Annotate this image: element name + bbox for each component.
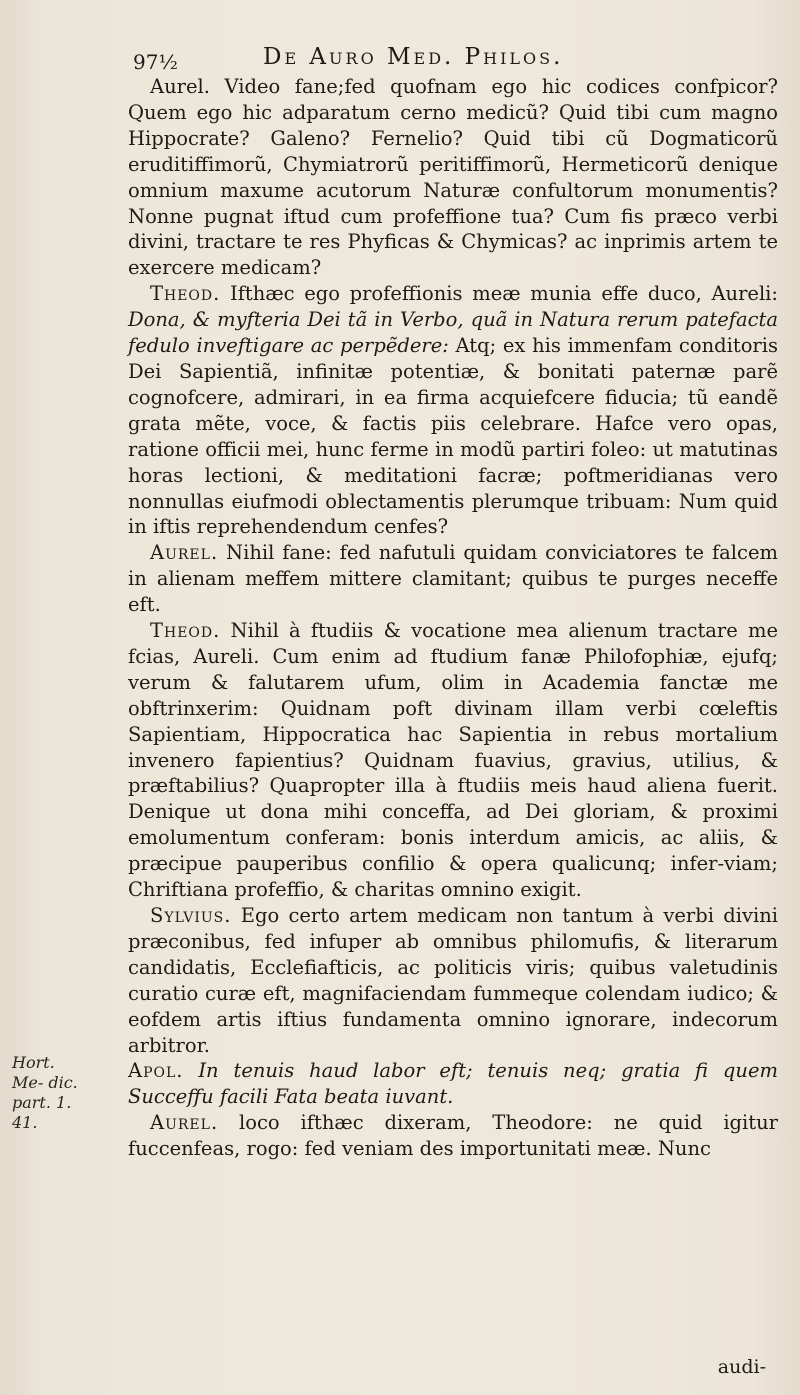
paragraph-text: Aurel. Video fane;fed quofnam ego hic codices confpicor? Quem ego hic adparatum cerno medicũ? Quid tibi cum magno Hippocrate? Galeno? Fernelio? Quid tibi cũ Dogmaticorũ eruditiffimorũ, Chymiatrorũ peritiffimorũ, Hermeticorũ denique omnium maxume acutorum Naturæ confultorum monumentis? Nonne pugnat iftud cum profeffione tua? Cum fis præco verbi divini, tractare te res Phyficas & Chymicas? ac inprimis artem te exercere medicam?	[128, 75, 778, 280]
paragraph-text: Atq; ex his immenfam conditoris Dei Sapientiã, infinitæ potentiæ, & bonitati paternæ parẽ cognofcere, admirari, in ea firma acquiefcere fiducia; tũ eandẽ grata mẽte, voce, & factis piis celebrare. Hafce vero opas, ratione officii mei, hunc ferme in modũ partiri foleo: ut matutinas horas lectioni, & meditationi facræ; poftmeridianas vero nonnullas eiufmodi oblectamentis plerumque tribuam: Num quid in iftis reprehendendum cenfes?	[128, 334, 778, 539]
italic-quote: In tenuis haud labor eft; tenuis neq; gratia fi quem Succeffu facili Fata beata iuvant.	[128, 1059, 778, 1109]
speaker-name: Aurel.	[150, 541, 219, 565]
speaker-name: Sylvius.	[150, 904, 232, 927]
speaker-name: Aurel.	[150, 1111, 219, 1135]
page-number: 97½	[133, 50, 178, 74]
speaker-name: Theod.	[150, 619, 221, 643]
running-title: De Auro Med. Philos.	[263, 44, 564, 70]
margin-note: Hort. Me- dic. part. 1. 41.	[12, 1053, 78, 1132]
catchword: audi-	[717, 1356, 766, 1378]
paragraph	[128, 540, 778, 618]
paragraph-text: loco ifthæc dixeram, Theodore: ne quid igitur fuccenfeas, rogo: fed veniam des importunitati meæ. Nunc	[128, 1111, 778, 1161]
paragraph-text: Ego certo artem medicam non tantum à verbi divini præconibus, fed infuper ab omnibus philomufis, & literarum candidatis, Ecclefiafticis, ac politicis viris; quibus valetudinis curatio curæ eft, magnifaciendam fummeque colendam iudico; & eofdem artis iftius fundamenta omnino ignorare, indecorum arbitror.	[128, 904, 778, 1057]
paragraph	[128, 1058, 778, 1110]
body-text	[128, 74, 778, 1162]
paragraph-text: Ifthæc ego profeffionis meæ munia effe duco, Aureli:	[230, 282, 778, 306]
speaker-name: Apol.	[128, 1059, 184, 1083]
paragraph	[128, 618, 778, 903]
paragraph	[128, 1110, 778, 1162]
paragraph-text: Nihil à ftudiis & vocatione mea alienum tractare me fcias, Aureli. Cum enim ad ftudium fanæ Philofophiæ, ejufq; verum & falutarem ufum, olim in Academia fanctæ me obftrinxerim: Quidnam poft divinam illam verbi cœleftis Sapientiam, Hippocratica hac Sapientia in rebus mortalium invenero fapientius? Quidnam fuavius, gravius, utilius, & præftabilius? Quapropter illa à ftudiis meis haud aliena fuerit. Denique ut dona mihi conceffa, ad Dei gloriam, & proximi emolumentum conferam: bonis interdum amicis, ac aliis, & præcipue pauperibus confilio & opera qualicunq; infer-viam; Chriftiana profeffio, & charitas omnino exigit.	[128, 619, 779, 902]
paragraph	[128, 74, 778, 281]
paragraph	[128, 281, 778, 540]
paragraph-text: Nihil fane: fed nafutuli quidam conviciatores te falcem in alienam meffem mittere clamitant; quibus te purges neceffe eft.	[128, 541, 778, 617]
speaker-name: Theod.	[150, 282, 221, 306]
italic-quote: Dona, & myfteria Dei tã in Verbo, quã in Natura rerum patefacta fedulo inveftigare ac perpẽdere:	[128, 308, 778, 358]
paragraph	[128, 903, 778, 1058]
